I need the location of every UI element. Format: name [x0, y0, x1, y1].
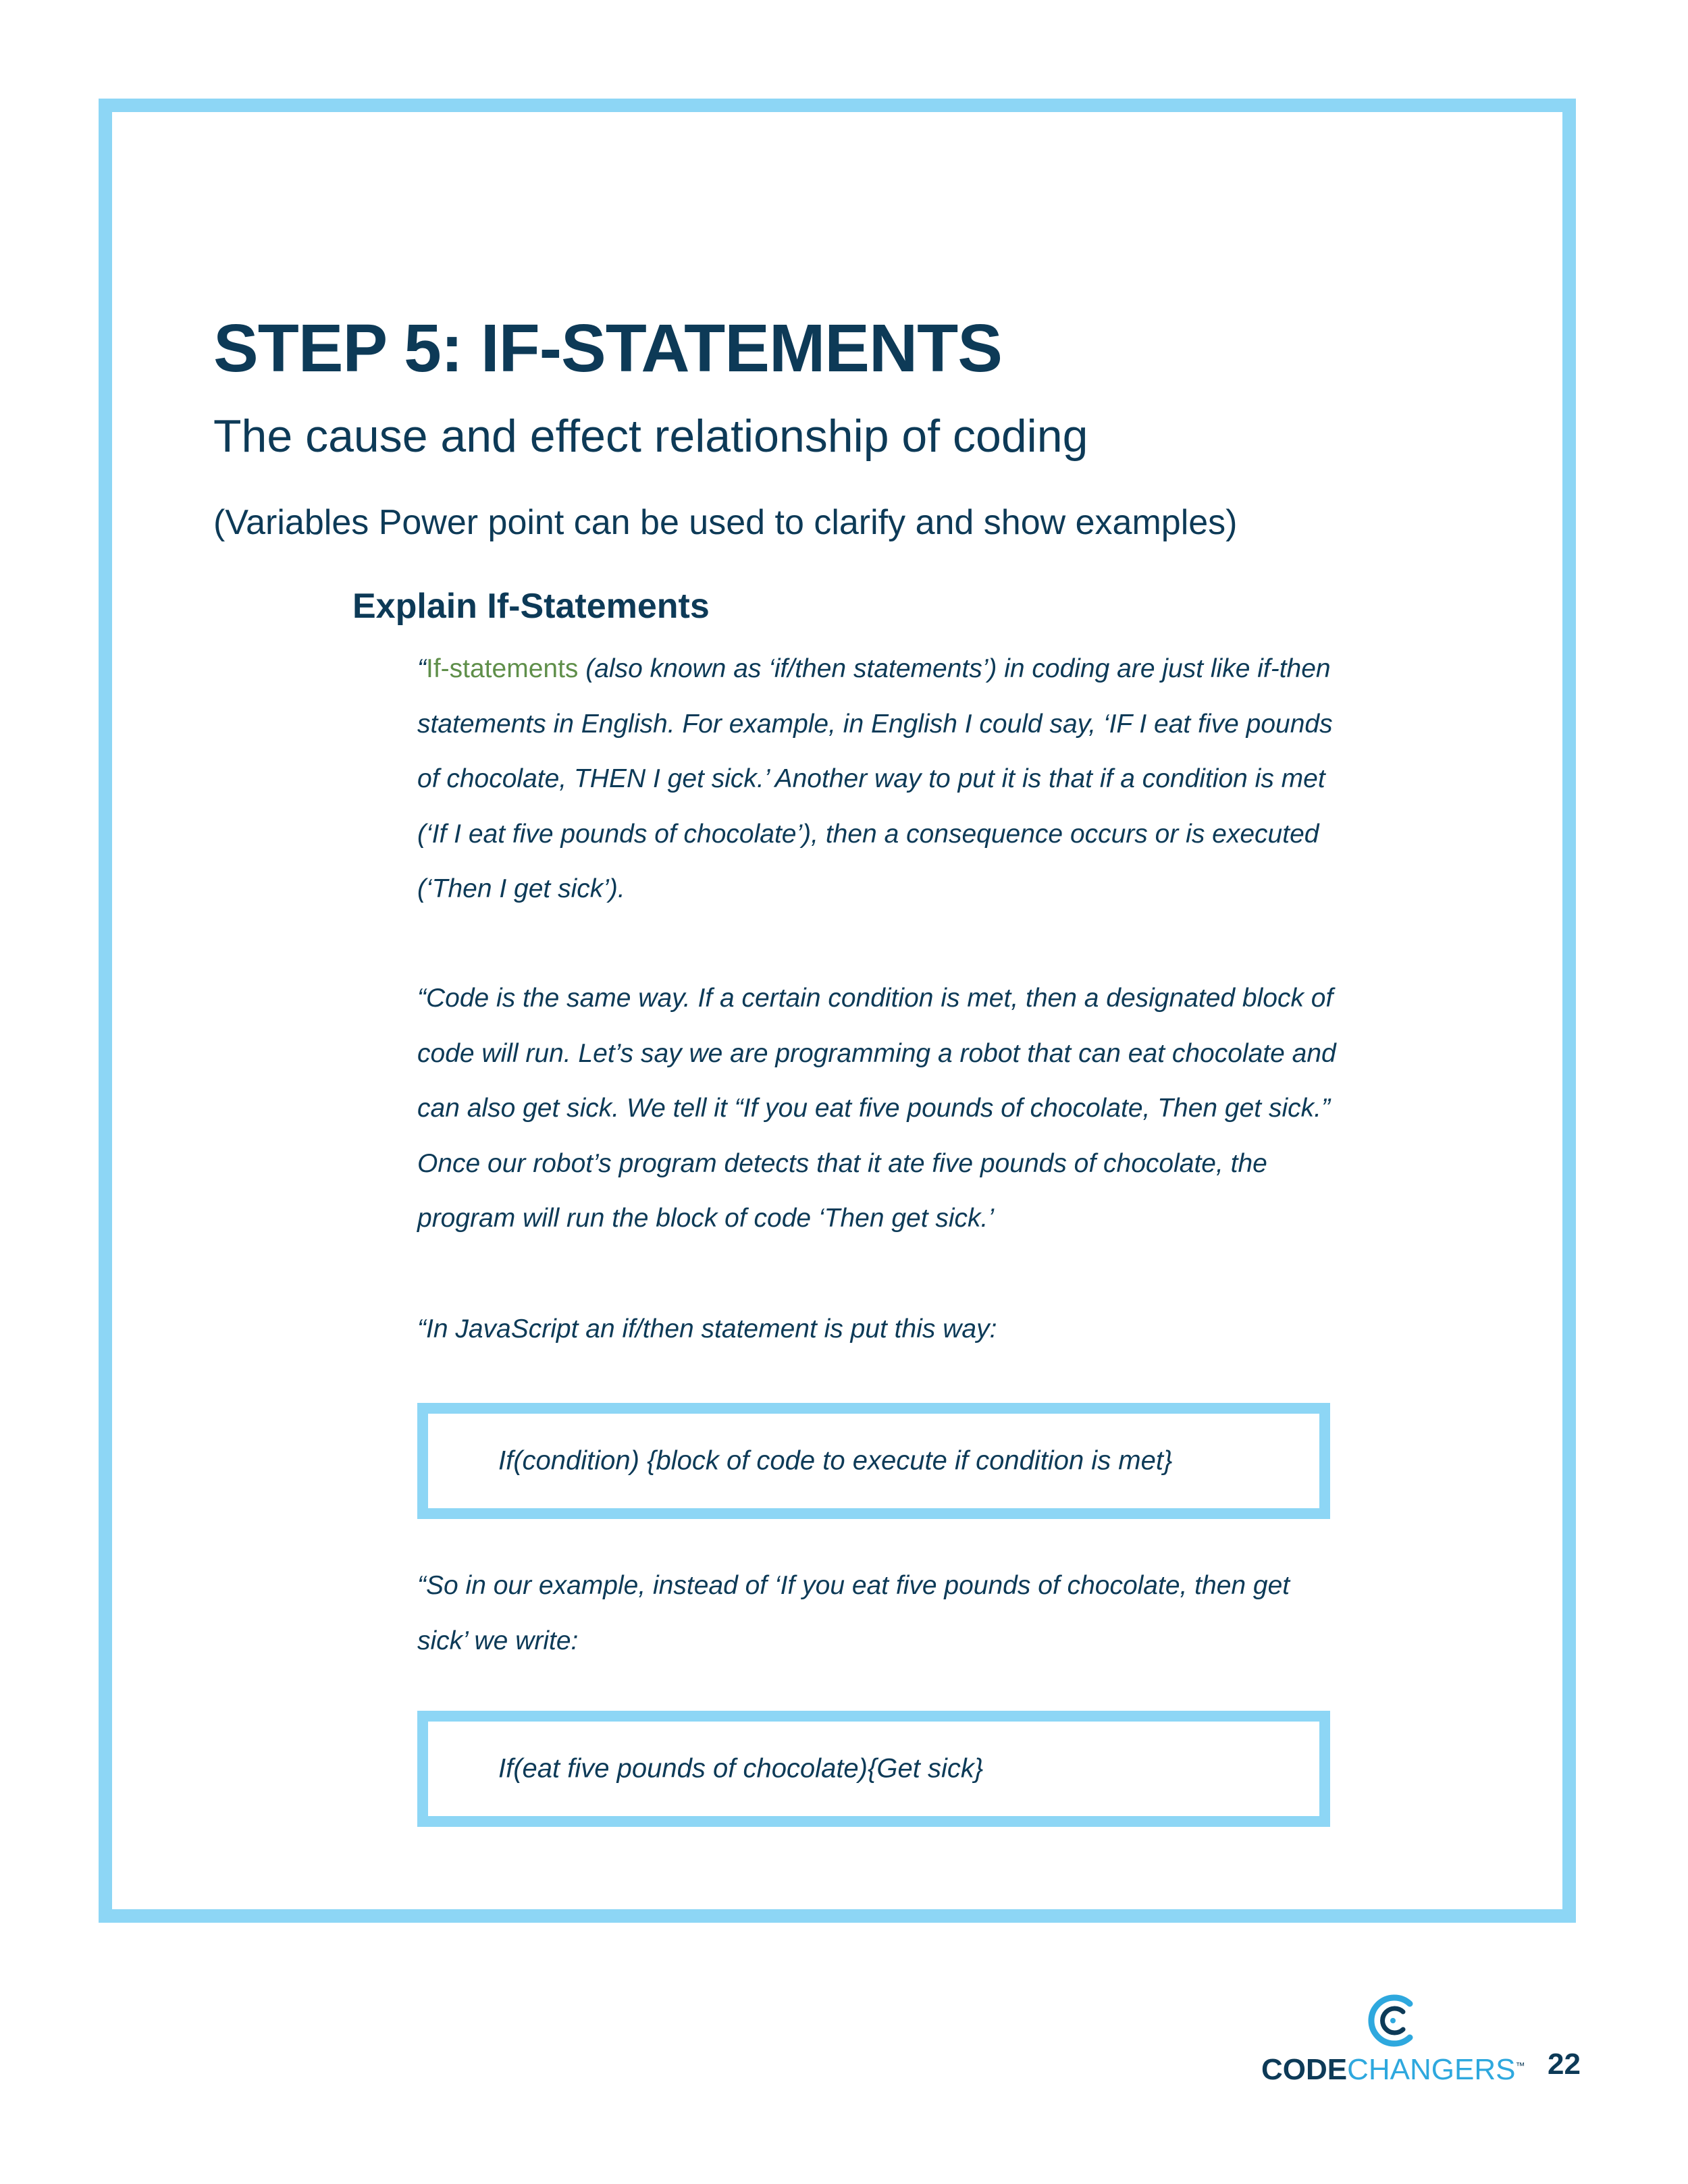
codechangers-logo-icon: [1363, 1990, 1423, 2051]
code-example-box: [417, 1711, 1330, 1827]
paragraph-our-example: “So in our example, instead of ‘If you eat five pounds of chocolate, then get sick’ we write:: [417, 1571, 1290, 1655]
code-example-box: [417, 1403, 1330, 1519]
paragraph-code-explanation: “Code is the same way. If a certain condition is met, then a designated block of code will run. Let’s say we are programming a robot that can eat chocolate and can also get sick. We tell it “If you eat five pounds of chocolate, Then get sick.” Once our robot’s program detects that it ate five pounds of chocolate, the program will run the block of code ‘Then get sick.’: [417, 984, 1336, 1233]
logo-wordmark: CODECHANGERS™: [1261, 2053, 1525, 2086]
page-subtitle: The cause and effect relationship of coding: [213, 410, 1088, 462]
section-heading: Explain If-Statements: [352, 587, 710, 626]
presenter-note: (Variables Power point can be used to clarify and show examples): [213, 503, 1238, 542]
paragraph-if-statements-intro: [417, 641, 1342, 917]
page-title: STEP 5: IF-STATEMENTS: [213, 311, 1002, 386]
highlighted-term: If-statements: [426, 654, 579, 683]
code-example-generic: If(condition) {block of code to execute if condition is met}: [498, 1445, 1173, 1476]
page-number: 22: [1548, 2048, 1581, 2081]
codechangers-logo: [1261, 1990, 1525, 2092]
code-example-chocolate: If(eat five pounds of chocolate){Get sick}: [498, 1753, 984, 1784]
open-quote: “: [417, 654, 426, 683]
paragraph-javascript-intro: “In JavaScript an if/then statement is put this way:: [417, 1314, 997, 1343]
paragraph-intro-text: (also known as ‘if/then statements’) in coding are just like if-then statements in English. For example, in English I could say, ‘IF I eat five pounds of chocolate, THEN I get sick.’ Another way to put it is that if a condition is met (‘If I eat five pounds of chocolate’), then a consequence occurs or is executed (‘Then I get sick’).: [417, 654, 1333, 903]
